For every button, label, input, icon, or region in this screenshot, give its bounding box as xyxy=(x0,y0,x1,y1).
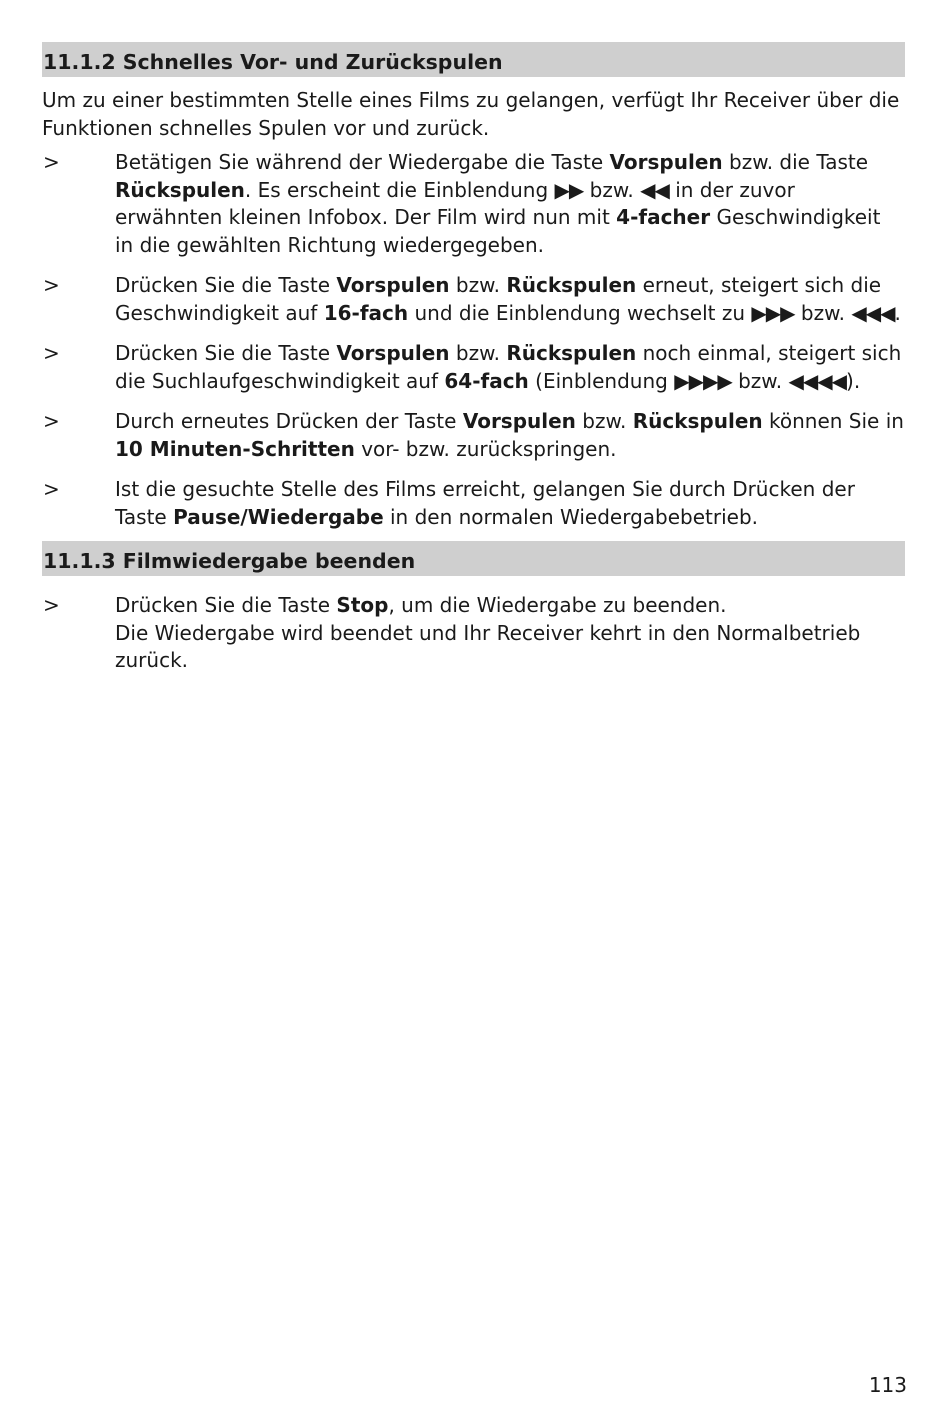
key-name: Rückspulen xyxy=(506,341,637,365)
text: bzw. xyxy=(575,409,633,433)
section-heading-stop-playback: 11.1.3 Filmwiedergabe beenden xyxy=(42,541,905,576)
text: , um die Wiedergabe zu beenden. xyxy=(388,593,727,617)
list-item-text xyxy=(115,149,905,259)
text: Ist die gesuchte Stelle des Films erreicht, gelangen Sie durch Drücken der Taste xyxy=(115,477,855,529)
text: und die Einblendung wechselt zu xyxy=(408,300,752,325)
key-name: Vorspulen xyxy=(336,341,450,365)
list-item-text xyxy=(115,408,905,463)
page-number: 113 xyxy=(868,1373,907,1397)
text: bzw. xyxy=(583,177,641,202)
step-value: 10 Minuten-Schritten xyxy=(115,436,355,461)
list-item xyxy=(42,340,905,395)
bullet-marker: > xyxy=(43,409,60,433)
text: in der zuvor erwähnten kleinen Infobox. Der Film wird nun mit xyxy=(115,177,795,229)
rewind-symbol: ◀◀◀◀ xyxy=(788,368,847,393)
document-page xyxy=(42,42,905,675)
speed-value: 4-facher xyxy=(616,205,711,229)
text: Drücken Sie die Taste xyxy=(115,593,337,617)
list-item-text xyxy=(115,592,905,675)
text: . Es erscheint die Einblendung xyxy=(244,177,555,202)
text: in den normalen Wiedergabebetrieb. xyxy=(383,504,759,529)
intro-paragraph: Um zu einer bestimmten Stelle eines Films zu gelangen, verfügt Ihr Receiver über die Funktionen schnelles Spulen vor und zurück. xyxy=(42,88,900,140)
bullet-marker: > xyxy=(43,273,60,297)
text: können Sie in xyxy=(762,409,904,433)
key-name: Stop xyxy=(336,593,389,617)
list-item-line xyxy=(115,592,905,620)
list-item xyxy=(42,149,905,259)
text: erneut, steigert sich die Geschwindigkeit auf xyxy=(115,273,882,325)
rewind-symbol: ◀◀ xyxy=(640,177,669,202)
text: Geschwindigkeit in die gewählten Richtung wiedergegeben. xyxy=(115,205,881,257)
rewind-symbol: ◀◀◀ xyxy=(851,300,895,325)
fast-forward-symbol: ▶▶▶▶ xyxy=(674,368,732,393)
speed-value: 64-fach xyxy=(444,368,529,393)
text: Drücken Sie die Taste xyxy=(115,341,337,365)
key-name: Rückspulen xyxy=(506,273,637,297)
key-name: Rückspulen xyxy=(115,177,245,202)
text: Betätigen Sie während der Wiedergabe die Taste xyxy=(115,150,610,174)
bullet-marker: > xyxy=(43,150,60,174)
text: bzw. die Taste xyxy=(722,150,869,174)
list-item xyxy=(42,592,905,675)
bullet-marker: > xyxy=(43,341,60,365)
list-item xyxy=(42,476,905,531)
fast-forward-symbol: ▶▶▶ xyxy=(751,300,795,325)
list-item-text xyxy=(115,476,905,531)
bullet-marker: > xyxy=(43,593,60,617)
list-item-text xyxy=(115,272,905,327)
text: . xyxy=(894,300,901,325)
text: bzw. xyxy=(731,368,789,393)
list-item-text xyxy=(115,340,905,395)
list-item xyxy=(42,272,905,327)
key-name: Vorspulen xyxy=(336,273,450,297)
text: bzw. xyxy=(794,300,852,325)
bullet-marker: > xyxy=(43,477,60,501)
list-item-line: Die Wiedergabe wird beendet und Ihr Receiver kehrt in den Normalbetrieb zurück. xyxy=(115,620,861,672)
text: Durch erneutes Drücken der Taste xyxy=(115,409,463,433)
text: Drücken Sie die Taste xyxy=(115,273,337,297)
text: bzw. xyxy=(449,273,507,297)
key-name: Rückspulen xyxy=(632,409,763,433)
speed-value: 16-fach xyxy=(323,300,409,325)
text: bzw. xyxy=(449,341,507,365)
text: (Einblendung xyxy=(528,368,675,393)
key-name: Vorspulen xyxy=(462,409,576,433)
text: noch einmal, steigert sich die Suchlaufgeschwindigkeit auf xyxy=(115,341,902,393)
fast-forward-symbol: ▶▶ xyxy=(554,177,584,202)
text: vor- bzw. zurückspringen. xyxy=(354,436,617,461)
text: ). xyxy=(846,368,861,393)
key-name: Vorspulen xyxy=(609,150,723,174)
key-name: Pause/Wiedergabe xyxy=(173,504,384,529)
list-item xyxy=(42,408,905,463)
section-heading-fast-forward: 11.1.2 Schnelles Vor- und Zurückspulen xyxy=(42,42,905,77)
